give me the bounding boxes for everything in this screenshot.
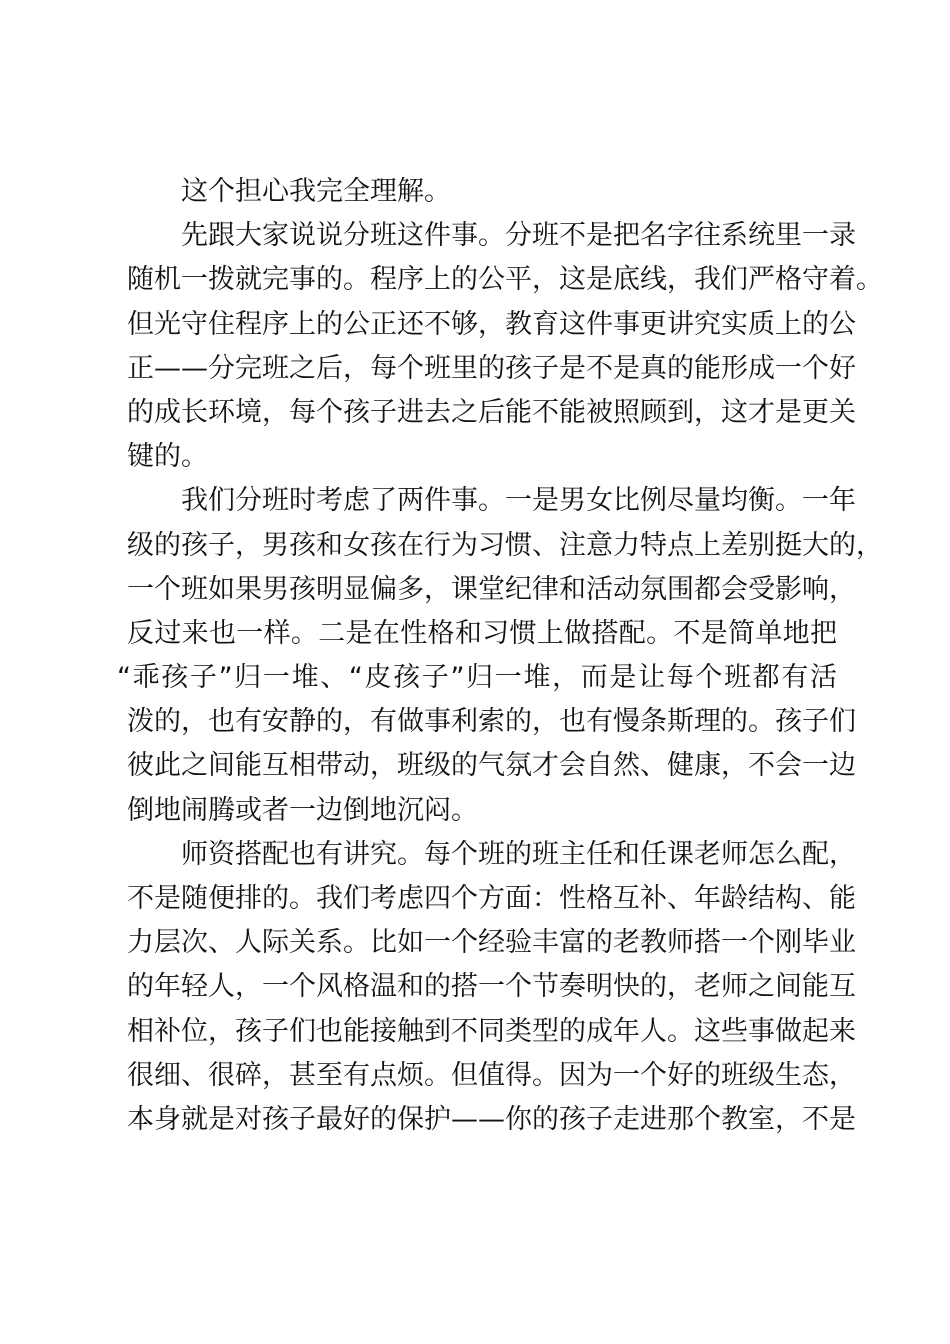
paragraph-3-line-1: 我们分班时考虑了两件事。一是男女比例尽量均衡。一年 xyxy=(181,485,856,517)
paragraph-4-line-6: 很细、很碎，甚至有点烦。但值得。因为一个好的班级生态， xyxy=(127,1059,856,1091)
document-body xyxy=(117,170,883,1142)
paragraph-4-line-1: 师资搭配也有讲究。每个班的班主任和任课老师怎么配， xyxy=(181,838,856,870)
paragraph-4-line-5: 相补位，孩子们也能接触到不同类型的成年人。这些事做起来 xyxy=(127,1015,856,1047)
paragraph-3-line-6: 泼的，也有安静的，有做事利索的，也有慢条斯理的。孩子们 xyxy=(127,706,856,738)
paragraph-2-line-4: 正——分完班之后，每个班里的孩子是不是真的能形成一个好 xyxy=(127,352,856,384)
paragraph-4-line-2: 不是随便排的。我们考虑四个方面：性格互补、年龄结构、能 xyxy=(127,883,856,914)
paragraph-3-line-3: 一个班如果男孩明显偏多，课堂纪律和活动氛围都会受影响， xyxy=(127,573,856,605)
paragraph-1-line-1: 这个担心我完全理解。 xyxy=(181,176,451,207)
paragraph-2-line-6: 键的。 xyxy=(127,441,208,473)
paragraph-2-line-1: 先跟大家说说分班这件事。分班不是把名字往系统里一录 xyxy=(181,220,856,252)
paragraph-3-line-7: 彼此之间能互相带动，班级的气氛才会自然、健康，不会一边 xyxy=(127,750,856,782)
paragraph-3-line-5: “乖孩子”归一堆、“皮孩子”归一堆，而是让每个班都有活 xyxy=(117,662,837,694)
paragraph-2-line-3: 但光守住程序上的公正还不够，教育这件事更讲究实质上的公 xyxy=(127,308,856,340)
paragraph-2-line-2: 随机一拨就完事的。程序上的公平，这是底线，我们严格守着。 xyxy=(127,264,883,296)
paragraph-3-line-2: 级的孩子，男孩和女孩在行为习惯、注意力特点上差别挺大的， xyxy=(127,529,883,561)
paragraph-3-line-4: 反过来也一样。二是在性格和习惯上做搭配。不是简单地把 xyxy=(127,617,837,649)
paragraph-2-line-5: 的成长环境，每个孩子进去之后能不能被照顾到，这才是更关 xyxy=(127,396,856,428)
paragraph-4-line-7: 本身就是对孩子最好的保护——你的孩子走进那个教室，不是 xyxy=(127,1103,856,1135)
paragraph-4-line-4: 的年轻人，一个风格温和的搭一个节奏明快的，老师之间能互 xyxy=(127,971,856,1003)
paragraph-3-line-8: 倒地闹腾或者一边倒地沉闷。 xyxy=(127,794,478,826)
paragraph-4-line-3: 力层次、人际关系。比如一个经验丰富的老教师搭一个刚毕业 xyxy=(127,927,856,959)
